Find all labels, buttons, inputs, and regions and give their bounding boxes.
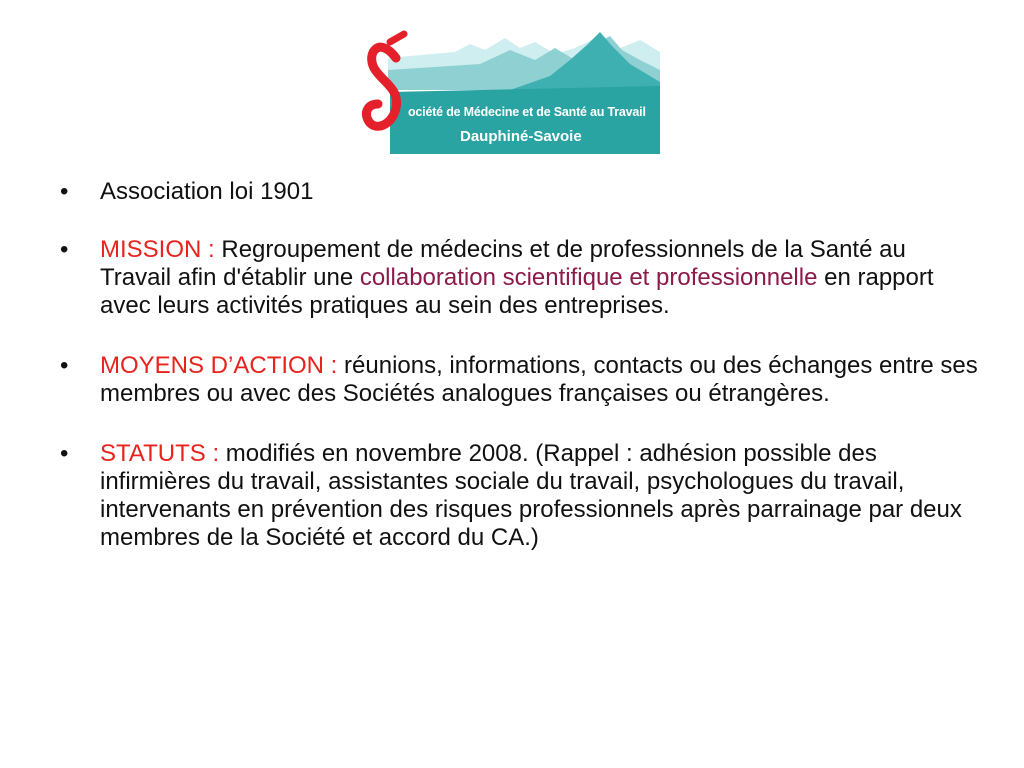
mission-label: MISSION : <box>100 236 222 263</box>
list-item-statuts <box>58 440 978 552</box>
bullet-icon: • <box>60 440 69 467</box>
bullet-icon: • <box>60 178 69 205</box>
moyens-text: réunions, informations, contacts ou des échanges entre ses membres ou avec des Sociétés analogues françaises ou étrangères. <box>100 352 978 407</box>
bullet-list <box>58 178 978 584</box>
association-text: Association loi 1901 <box>100 178 314 205</box>
logo-region-name: Dauphiné-Savoie <box>460 128 582 145</box>
bullet-icon: • <box>60 352 69 379</box>
logo-society-name: ociété de Médecine et de Santé au Travail <box>408 105 646 119</box>
mission-text-end: en rapport avec leurs activités pratiques au sein des entreprises. <box>100 264 934 319</box>
statuts-label: STATUTS : <box>100 440 226 467</box>
mission-highlight: collaboration scientifique et professionnelle <box>359 264 818 291</box>
list-item-association <box>58 178 978 206</box>
society-logo <box>360 30 665 156</box>
list-item-mission <box>58 236 978 320</box>
list-item-moyens <box>58 352 978 408</box>
moyens-label: MOYENS D’ACTION : <box>100 352 345 379</box>
statuts-text: modifiés en novembre 2008. (Rappel : adhésion possible des infirmières du travail, assistantes sociale du travail, psychologues du travail, intervenants en prévention des risques professionnels après parrainage par deux membres de la Société et accord du CA.) <box>100 440 962 551</box>
mission-text-start: Regroupement de médecins et de professionnels de la Santé au Travail afin d'établir une <box>100 236 906 291</box>
bullet-icon: • <box>60 236 69 263</box>
